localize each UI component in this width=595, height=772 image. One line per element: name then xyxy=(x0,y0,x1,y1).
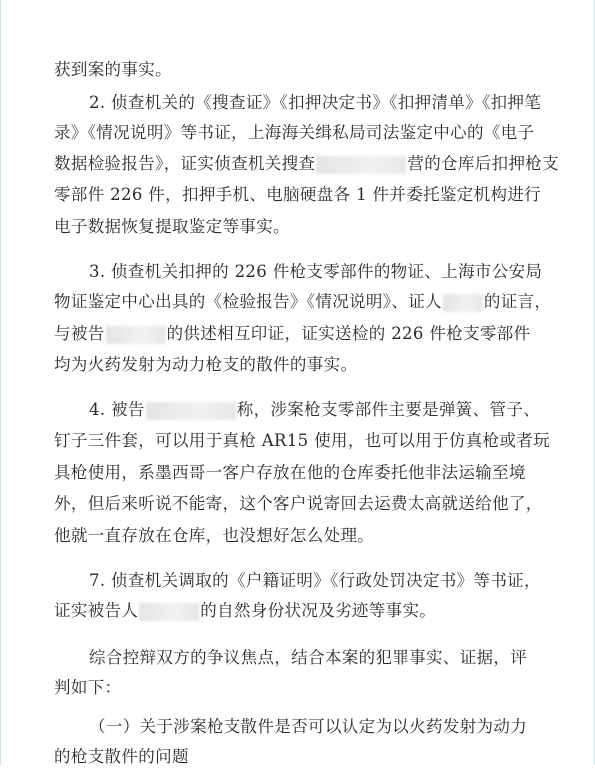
text-line: 2. 侦查机关的《搜查证》《扣押决定书》《扣押清单》《扣押笔 xyxy=(89,93,542,112)
text-line: 钉子三件套，可以用于真枪 AR15 使用，也可以用于仿真枪或者玩 xyxy=(54,431,551,450)
text-line: 的枪支散件的问题 xyxy=(54,747,189,766)
text-line: 获到案的事实。 xyxy=(54,60,172,79)
text-line: 综合控辩双方的争议焦点，结合本案的犯罪事实、证据，评 xyxy=(89,648,528,667)
redaction xyxy=(316,156,406,174)
text-line: 与被告 的供述相互印证，证实送检的 226 件枪支零部件 xyxy=(54,324,531,343)
text-line: 物证鉴定中心出具的《检验报告》《情况说明》、证人 的证言， xyxy=(54,292,552,311)
redaction xyxy=(146,402,236,420)
text-line: 判如下： xyxy=(54,678,122,697)
text-line: 均为火药发射为动力枪支的散件的事实。 xyxy=(54,355,358,374)
text-line: 录》《情况说明》等书证，上海海关缉私局司法鉴定中心的《电子 xyxy=(54,123,535,142)
text-line: 3. 侦查机关扣押的 226 件枪支零部件的物证、上海市公安局 xyxy=(89,262,543,281)
text-line: 外，但后来听说不能寄，这个客户说寄回去运费太高就送给他了， xyxy=(54,494,543,513)
text-line: （一）关于涉案枪支散件是否可以认定为以火药发射为动力 xyxy=(89,717,528,736)
text-line: 零部件 226 件，扣押手机、电脑硬盘各 1 件并委托鉴定机构进行 xyxy=(54,185,542,204)
text-line: 他就一直存放在仓库，也没想好怎么处理。 xyxy=(54,526,375,545)
text-line: 证实被告人 的自然身份状况及劣迹等事实。 xyxy=(54,601,437,620)
redaction xyxy=(443,294,483,312)
redaction xyxy=(106,326,166,344)
text-line: 7. 侦查机关调取的《户籍证明》《行政处罚决定书》等书证， xyxy=(89,571,541,590)
redaction xyxy=(139,603,199,621)
text-line: 具枪使用，系墨西哥一客户存放在他的仓库委托他非法运输至境 xyxy=(54,463,526,482)
text-line: 4. 被告 称，涉案枪支零部件主要是弹簧、管子、 xyxy=(89,400,541,419)
text-line: 数据检验报告》，证实侦查机关搜查 营的仓库后扣押枪支 xyxy=(54,154,560,173)
text-line: 电子数据恢复提取鉴定等事实。 xyxy=(54,217,290,236)
